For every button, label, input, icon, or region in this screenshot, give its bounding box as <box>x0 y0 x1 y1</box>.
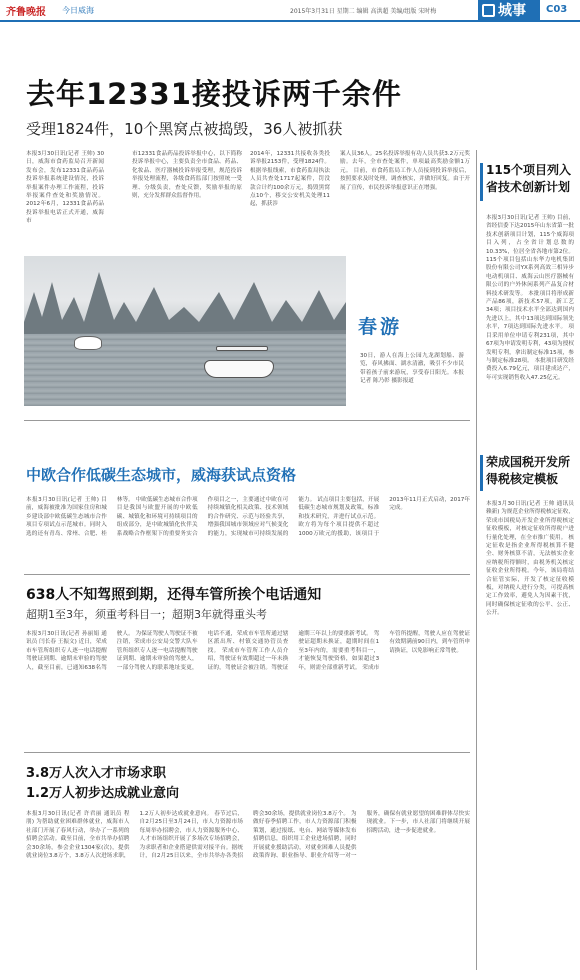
divider-fine <box>24 574 470 575</box>
tree-silhouettes <box>24 262 346 342</box>
side-story-1-body: 本报3月30日讯(记者 王帅) 目前，省经信委下达2015年山东省第一批技术创新项目计划，115个威海项目入列，占全省计划总数的10.33%，位居全省各地市第2位。 115个项目包括山东华力电机集团股份有限公司YX系列高效三相异步电动机项目、威海云山医疗器械有限公司的户外休闲系列产品复合材料技术研发等。 本批项目将形成新产品86项，新技术57项，新工艺34项；项目技术水平全部达到国内先进以上，其中13项达到国际领先水平，7项达到国际先进水平。 项目采用单位申请专利231项，其中67项为申请发明专利，43项为授权发明专利，拿出制定标准15项，参与制定标准28项。 本批项目研发经费投入6.79亿元，项目建成达产，年可实现销售收入47.25亿元。 <box>486 215 574 381</box>
spring-outing-photo <box>24 256 346 406</box>
masthead <box>0 0 580 22</box>
section-badge-label: 城事 <box>498 3 526 19</box>
side-story-2-body: 本报3月30日讯(记者 王帅 通讯员 赖新) 为规范企业所得税核定征收，荣成市国税局开发企业所得税核定征收模板，对核定征收所得税户进行量化处理，在全市推广使用。 核定征收是指企业所得税核算不健全、财务核算不清，无法核实企业应纳税所得额时，由税务机关核定征收企业所得税。今年，该局将结合征管实际，开发了核定征收模板，对纳税人进行分类，可提高核定工作效率，避免人为因素干扰，同时确保核定征收的公平、公正、公开。 <box>486 501 574 617</box>
mid-story-body: 本报3月30日讯(记者 王帅) 目前，威海被批准为国家住房和城乡建设部中欧低碳生态城市合作项目专项试点示范城市。同时入选的还有青岛、常州、合肥、桂林等。 中欧低碳生态城市合作项目是我国与欧盟开展的中欧低碳、城镇化和环境可持续项目的组成部分，是中欧城镇化伙伴关系战略合作框架下的重要务实合作项目之一，主要通过中欧在可持续城镇化相关政策、技术领域的合作研究、示范与经验共享，增强我国城市领域应对气候变化的能力，实现城市可持续发展的能力。 试点项目主要包括，开展低碳生态城市规划及政策，标准和技术研究，并进行试点示范。 欧方将为每个项目提供不超过1000万欧元的援助，该项目于2013年11月正式启动，2017年完成。 <box>26 497 470 537</box>
lead-subhead: 受理1824件，10个黑窝点被捣毁，36人被抓获 <box>26 120 343 138</box>
issue-meta: 2015年3月31日 星期二 编辑 高洪超 美编/组版 宋时梅 <box>290 8 437 15</box>
jobs-title-line-2: 1.2万人初步达成就业意向 <box>26 786 180 801</box>
section-name: 今日威海 <box>62 6 94 15</box>
side-story-2-title: 荣成国税开发所得税核定模板 <box>486 455 571 486</box>
newspaper-logo: 齐鲁晚报 <box>6 7 46 18</box>
lead-column-2: 市12331食品药品投诉举报中心，以下简称投诉举报中心，主要负责全市食品、药品、化妆品、医疗器械投诉举报受理，规范投诉举报处理流程，各级食药监部门按照统一受理、分级负责，查处反馈，奖励举报的原则，充分发挥群众监督作用。 <box>132 151 242 200</box>
section-badge <box>478 0 540 22</box>
city-badge-icon <box>482 4 495 17</box>
lead-column-3: 2014年，12331共接收各类投诉举报2153件，受理1824件。根据举报线索，市食药监局执法人员共查处1717起案件，罚没款合计约100余万元，捣毁黑窝点10个，移交公安机关处理11起，抓获涉 <box>250 151 330 208</box>
photo-caption-title: 春游 <box>358 316 403 338</box>
license-story-title: 638人不知驾照到期，还得车管所挨个电话通知 <box>26 587 322 603</box>
lake-water <box>24 334 346 406</box>
page-number: C03 <box>546 4 568 15</box>
side-story-1-title: 115个项目列入省技术创新计划 <box>486 163 572 194</box>
lead-column-1: 本报3月30日讯(记者 王帅) 30日，威海市食药监局召开新闻发布会，发布12331食品药品投诉举报系统建设情况，投诉举报案件办理工作流程，投诉举报案件查处和奖励情况。2012年6月，12331食品药品投诉举报电话正式开通，威海市 <box>26 151 104 225</box>
license-story-subtitle: 超期1至3年，须重考科目一；超期3年就得重头考 <box>26 608 267 621</box>
lead-headline: 去年12331接投诉两千余件 <box>26 77 402 111</box>
photo-caption-text: 30日，游人在海上公园九龙湖划船、游览，春风拂面、湖水清澈，吸引不少市民带着孩子前来游玩，享受春日阳光。本报记者 陈乃彰 摄影报道 <box>360 353 464 385</box>
divider-jobs <box>24 752 470 753</box>
mid-story-title: 中欧合作低碳生态城市，威海获试点资格 <box>26 466 297 484</box>
license-story-body: 本报3月30日讯(记者 孙丽娟 通讯员 闫长春 王振文) 近日，荣成市车管所组织专人逐一电话提醒驾驶证到期、逾期未审验的驾驶人，截至目前，已通知638名驾驶人。 为保证驾驶人驾驶证不被注销，荣成市公安局交警大队车管所组织专人逐一电话提醒驾驶证到期、逾期未审验的驾驶人，一部分驾驶人的联系地址变更，电话不通，荣成市车管所通过辖区派出所、村镇交通协管员查找。 荣成市车管所工作人员介绍，驾驶证有效期超过一年未换证的，驾驶证会被注销。驾驶证逾期三年以上的要重新考试。 驾驶证超期未换证，超期时间在1至3年内的，需要重考科目一，才能恢复驾驶资格，如果超过3年，则需全部重新考试。 荣成市车管所提醒，驾驶人应在驾驶证有效期满前90日内，到车管所申请换证，以免影响正常驾驶。 <box>26 631 470 671</box>
small-pedal-boat <box>74 336 102 350</box>
side-story-2-marker <box>480 455 483 491</box>
jobs-title-line-1: 3.8万人次入才市场求职 <box>26 766 167 781</box>
side-story-1-marker <box>480 163 483 201</box>
canopy-boat <box>204 346 274 378</box>
lead-column-4: 案人员36人。25名投诉举报有功人员共获3.2万元奖励。去年，全市查处案件，单项最高奖励金额1万元。 目前，市食药监局工作人员接到投诉举报后，按照要求及时处理，调查核实，并做好回复。由于开展了宣传，市民投诉举报意识正在增强。 <box>340 151 470 191</box>
sidebar-divider <box>476 150 477 970</box>
jobs-story-body: 本报3月30日讯(记者 许君丽 通讯员 程朋) 为帮助就业困难群体就业，威海市人社部门开展了春风行动，举办了一系列的招聘会活动。截至目前，全市共举办招聘会30余场，参会企业1304家(次)，提供就业岗位3.8万个，3.8万人次进场求职，1.2万人初步达成就业意向。 春节过后，自2月25日至3月24日，市人力资源市场每周举办招聘会，市人力资源服务中心、人才市场组织开展了多场次专场招聘会，为求职者和企业搭建供需对接平台。据统计，自2月25日以来，全市共举办各类招聘会30余场，提供就业岗位3.8万个。 为做好春季招聘工作，市人力资源部门积极策划，通过报纸、电台、网站等媒体发布招聘信息，组织用工企业进场招聘，同时开展就业援助活动，对就业困难人员提供政策咨询、职业指导、职业介绍等一对一服务，确保有就业愿望的困难群体尽快实现就业。下一步，市人社部门将继续开展招聘活动，进一步促进就业。 <box>26 811 470 860</box>
divider-mid <box>24 420 470 421</box>
